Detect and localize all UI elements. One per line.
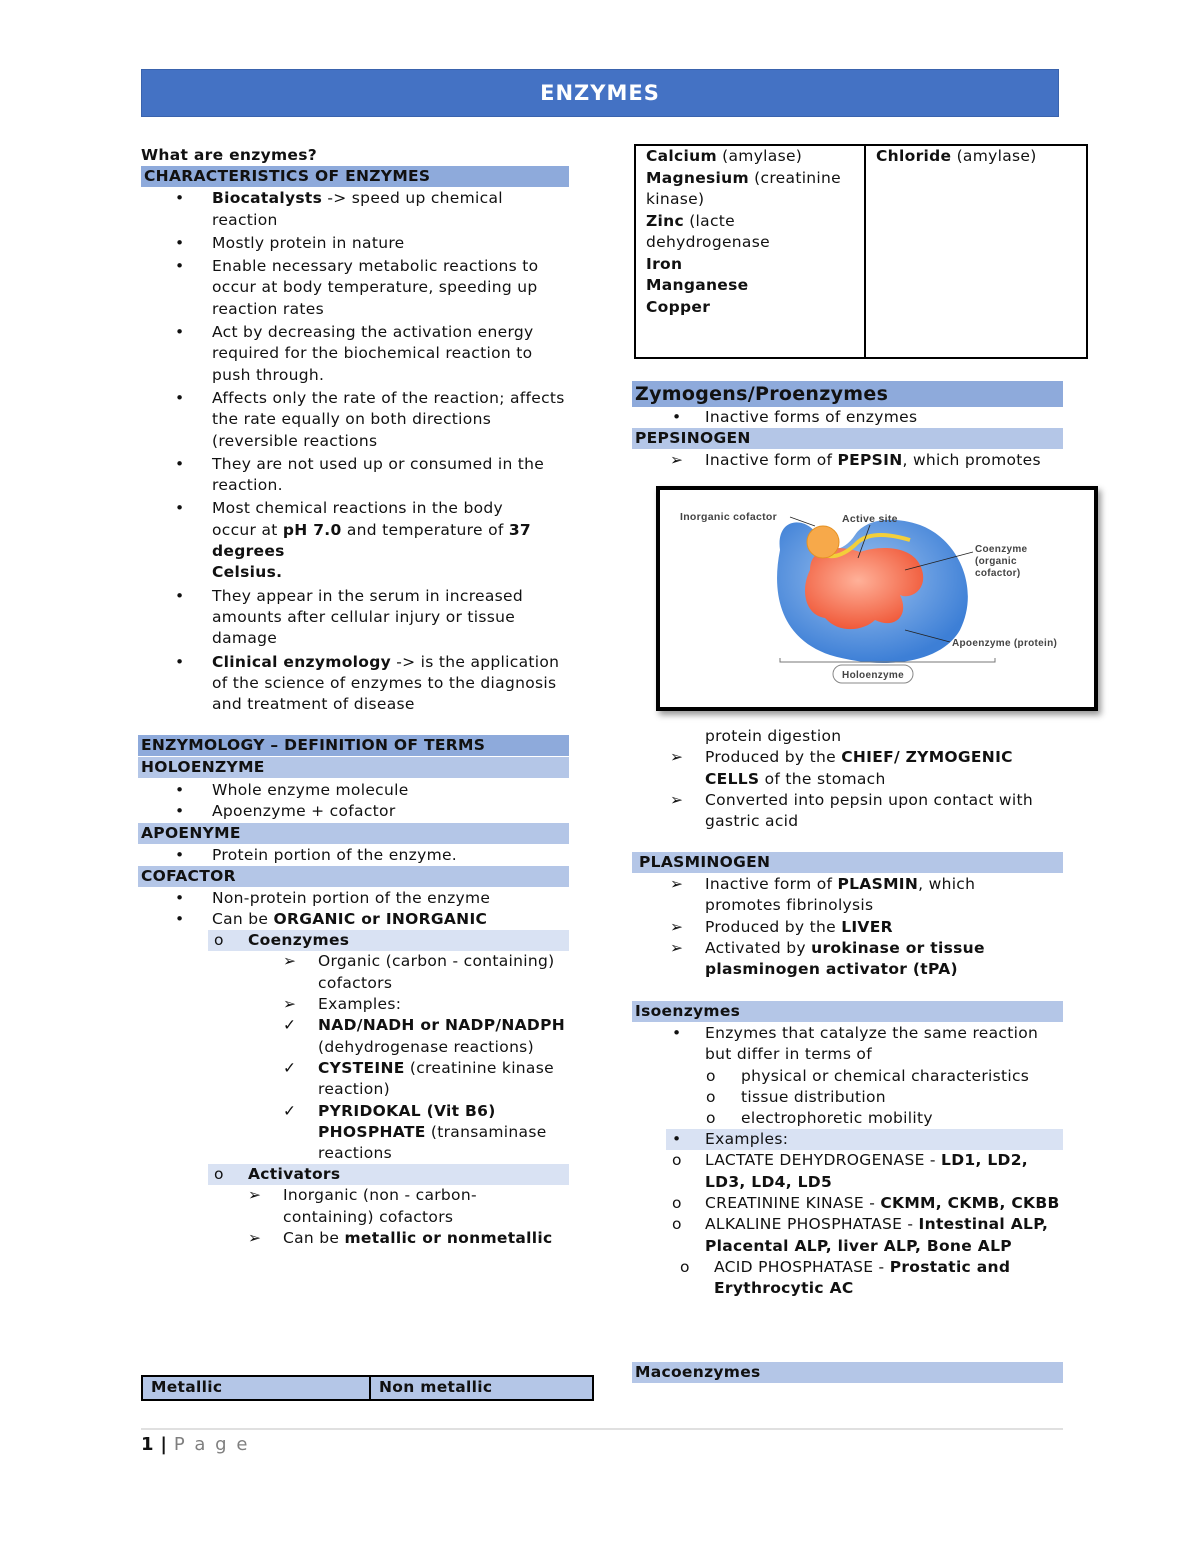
plasminogen-section <box>632 852 1063 980</box>
examples-row: • Examples: <box>666 1129 1063 1150</box>
enzymology-header: ENZYMOLOGY – DEFINITION OF TERMS <box>138 735 569 756</box>
isoenzymes-header: Isoenzymes <box>632 1001 1063 1022</box>
list-item: ✓ PYRIDOKAL (Vit B6) PHOSPHATE (transaminase reactions <box>283 1101 547 1163</box>
left-column <box>141 145 569 715</box>
list-item: • Inactive forms of enzymes <box>672 408 918 426</box>
holoenzyme-figure <box>656 486 1098 711</box>
isoenzymes-section <box>632 1001 1063 1300</box>
list-item: • Clinical enzymology -> is the application of the science of enzymes to the diagnosis and treatment of disease <box>175 652 560 714</box>
characteristics-header: CHARACTERISTICS OF ENZYMES <box>141 166 569 187</box>
list-item: ➢ Examples: <box>283 995 402 1014</box>
list-item: ➢ Produced by the CHIEF/ ZYMOGENIC CELLS of the stomach <box>670 748 1013 788</box>
footer-divider <box>141 1428 1063 1430</box>
characteristics-list <box>141 188 569 715</box>
list-item: • Apoenzyme + cofactor <box>175 802 396 821</box>
list-item: ✓ NAD/NADH or NADP/NADPH (dehydrogenase reactions) <box>283 1016 566 1056</box>
list-item: • They are not used up or consumed in the reaction. <box>175 454 545 495</box>
page-footer: 1 | P a g e <box>141 1434 250 1455</box>
nonmetallic-cell: Non metallic <box>370 1376 593 1400</box>
ion-item: Iron <box>646 254 683 273</box>
ion-item: Magnesium (creatinine kinase) <box>646 168 841 208</box>
coenzyme-label-2: (organic <box>975 556 1017 567</box>
list-item: ➢ Inactive form of PLASMIN, which promotes fibrinolysis <box>670 875 976 915</box>
coenzyme-label: Coenzyme <box>975 544 1028 555</box>
list-item: ➢ Activated by urokinase or tissue plasminogen activator (tPA) <box>670 938 985 979</box>
list-item: o tissue distribution <box>706 1087 886 1106</box>
page-title: ENZYMES <box>141 69 1059 117</box>
coenzymes-subheader: o Coenzymes <box>208 930 569 951</box>
holoenzyme-header: HOLOENZYME <box>138 757 569 778</box>
activators-subheader: o Activators <box>208 1164 569 1185</box>
list-item: • Affects only the rate of the reaction; affects the rate equally on both directions (reversible reactions <box>175 388 565 450</box>
list-item: • Can be ORGANIC or INORGANIC <box>175 910 488 929</box>
list-item: ➢ Produced by the LIVER <box>670 917 893 936</box>
list-item: ✓ CYSTEINE (creatinine kinase reaction) <box>283 1058 554 1099</box>
list-item: ➢ Inactive form of PEPSIN, which promotes <box>670 451 1041 470</box>
list-item: o electrophoretic mobility <box>706 1109 933 1128</box>
active-site-label: Active site <box>842 513 898 525</box>
list-item: ➢ Can be metallic or nonmetallic <box>248 1229 553 1248</box>
ion-item: Chloride (amylase) <box>876 147 1037 165</box>
zymogens-header: Zymogens/Proenzymes <box>632 381 1063 407</box>
list-item: • Act by decreasing the activation energy required for the biochemical reaction to push through. <box>175 323 534 384</box>
list-item: • Whole enzyme molecule <box>175 781 409 799</box>
pepsinogen-header: PEPSINOGEN <box>632 428 1063 449</box>
ion-item: Manganese <box>646 276 749 294</box>
list-item: • They appear in the serum in increased amounts after cellular injury or tissue damage <box>175 586 524 648</box>
apoenzyme-header: APOENYME <box>138 823 569 844</box>
holoenzyme-label: Holoenzyme <box>842 670 904 681</box>
cofactor-header: COFACTOR <box>138 866 569 887</box>
list-item: • Enzymes that catalyze the same reaction but differ in terms of <box>672 1024 1039 1064</box>
list-item: o CREATININE KINASE - CKMM, CKMB, CKBB <box>672 1194 1060 1213</box>
coenzyme-label-3: cofactor) <box>975 568 1021 579</box>
zymogens-section <box>632 381 1063 472</box>
plasminogen-header: PLASMINOGEN <box>632 852 1063 873</box>
metallic-table <box>141 1375 594 1401</box>
ions-table <box>634 144 1088 359</box>
enzymology-section <box>138 735 569 1249</box>
list-item: o physical or chemical characteristics <box>706 1066 1030 1085</box>
list-item: o ACID PHOSPHATASE - Prostatic and Erythrocytic AC <box>680 1257 1011 1298</box>
inorganic-cofactor-shape <box>807 526 839 558</box>
ion-item: Calcium (amylase) <box>646 147 803 165</box>
inorganic-cofactor-label: Inorganic cofactor <box>680 511 777 523</box>
list-item: ➢ Inorganic (non - carbon- containing) cofactors <box>248 1186 477 1226</box>
list-item: • Non-protein portion of the enzyme <box>175 888 491 907</box>
ion-item: Copper <box>646 297 711 316</box>
list-item: o LACTATE DEHYDROGENASE - LD1, LD2, LD3, LD4, LD5 <box>672 1151 1028 1191</box>
holoenzyme-diagram <box>660 490 1094 707</box>
list-item: • Enable necessary metabolic reactions to occur at body temperature, speeding up reaction rates <box>175 257 539 318</box>
list-item: • Protein portion of the enzyme. <box>175 845 458 864</box>
pepsinogen-continued: protein digestion ➢ Produced by the CHIEF/ ZYMOGENIC CELLS of the stomach ➢ Converted into pepsin upon contact with gastric acid <box>632 726 1063 832</box>
metallic-cell: Metallic <box>142 1376 370 1400</box>
list-item: ➢ Organic (carbon - containing) cofactors <box>283 952 555 992</box>
list-item: • Most chemical reactions in the body occur at pH 7.0 and temperature of 37 degrees Celsius. <box>175 499 532 582</box>
list-item: ➢ Converted into pepsin upon contact with gastric acid <box>670 790 1033 831</box>
list-item: o ALKALINE PHOSPHATASE - Intestinal ALP, Placental ALP, liver ALP, Bone ALP <box>672 1215 1049 1255</box>
macroenzymes-header: Macoenzymes <box>632 1362 1063 1383</box>
apoenzyme-label: Apoenzyme (protein) <box>952 638 1058 649</box>
question-heading: What are enzymes? <box>141 146 318 164</box>
list-item: • Biocatalysts -> speed up chemical reaction <box>175 189 503 229</box>
ion-item: Zinc (lacte dehydrogenase <box>646 211 770 251</box>
list-item: • Mostly protein in nature <box>175 233 405 252</box>
